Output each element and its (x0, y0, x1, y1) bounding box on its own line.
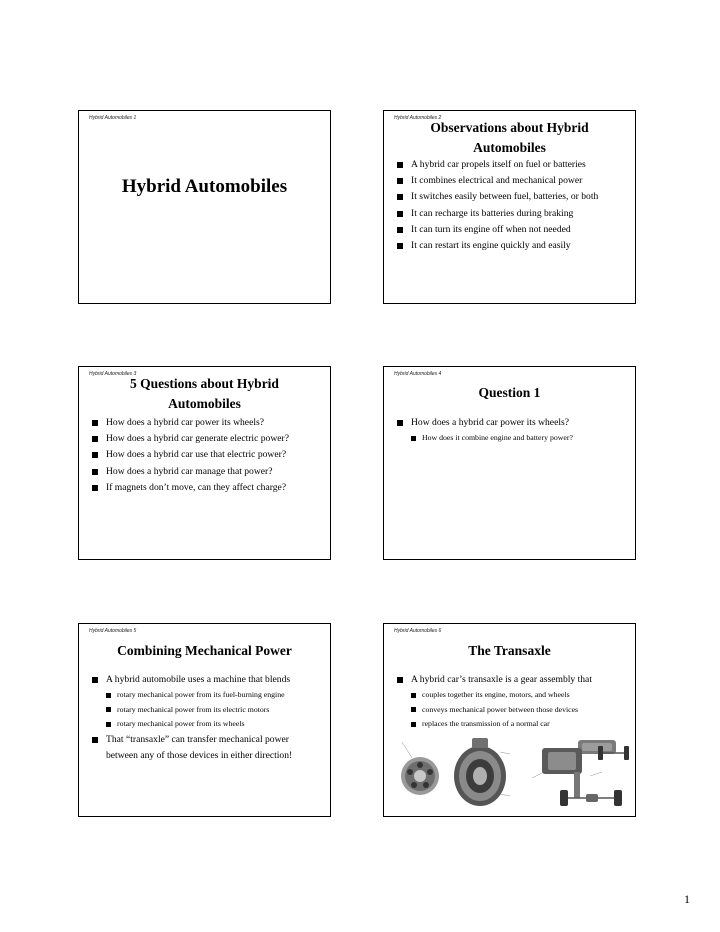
sub-bullet-item: rotary mechanical power from its electric motors (106, 703, 327, 718)
bullet-item (397, 415, 632, 446)
slide-title-line: Automobiles (473, 140, 546, 155)
motor-rotor-image (401, 742, 439, 795)
bullet-text: A hybrid automobile uses a machine that blends (106, 674, 291, 685)
slide-title (79, 374, 330, 414)
slide-1 (78, 110, 331, 304)
sub-bullet-item: rotary mechanical power from its fuel-burning engine (106, 688, 327, 703)
bullet-text: How does a hybrid car power its wheels? (411, 417, 569, 428)
slide-2 (383, 110, 636, 304)
slide-6 (383, 623, 636, 817)
bullet-item: How does a hybrid car use that electric power? (92, 447, 327, 463)
bullet-item: How does a hybrid car generate electric power? (92, 431, 327, 447)
bullet-item: It can restart its engine quickly and easily (397, 238, 632, 254)
slide-title (384, 118, 635, 158)
slide-label: Hybrid Automobiles 5 (89, 628, 137, 634)
bullet-text-line: That “transaxle” can transfer mechanical power (106, 733, 289, 745)
bullet-item (397, 672, 632, 732)
sub-bullet-item: rotary mechanical power from its wheels (106, 717, 327, 732)
slide-label: Hybrid Automobiles 2 (394, 115, 442, 121)
bullet-item: It can turn its engine off when not needed (397, 222, 632, 238)
sub-bullet-item: replaces the transmission of a normal car (411, 717, 632, 732)
bullet-list (92, 672, 327, 764)
sub-bullet-list (411, 431, 632, 446)
transaxle-figure (392, 732, 632, 816)
bullet-list (397, 157, 632, 254)
bullet-list (397, 415, 632, 446)
sub-bullet-list (411, 688, 632, 732)
slide-3 (78, 366, 331, 560)
bullet-list (397, 672, 632, 732)
sub-bullet-list (106, 688, 327, 732)
slide-title: Hybrid Automobiles (121, 176, 288, 197)
bullet-item: How does a hybrid car power its wheels? (92, 415, 327, 431)
bullet-list (92, 415, 327, 496)
slide-title: The Transaxle (468, 643, 551, 658)
slide-5 (78, 623, 331, 817)
slide-label: Hybrid Automobiles 4 (394, 371, 442, 377)
sub-bullet-item: How does it combine engine and battery power? (411, 431, 632, 446)
bullet-text-line: between any of those devices in either direction! (106, 749, 293, 761)
planetary-gear-image (454, 738, 510, 806)
bullet-item: It switches easily between fuel, batteries, or both (397, 189, 632, 205)
bullet-item: It can recharge its batteries during braking (397, 206, 632, 222)
bullet-item: If magnets don’t move, can they affect charge? (92, 480, 327, 496)
slide-title: Combining Mechanical Power (117, 643, 292, 658)
slide-label: Hybrid Automobiles 1 (89, 115, 137, 121)
drivetrain-image (532, 740, 629, 806)
slide-title-line: Automobiles (168, 396, 241, 411)
slide-label: Hybrid Automobiles 3 (89, 371, 137, 377)
slide-title-line: Observations about Hybrid (430, 120, 589, 135)
bullet-item (92, 732, 327, 764)
sub-bullet-item: conveys mechanical power between those devices (411, 703, 632, 718)
sub-bullet-item: couples together its engine, motors, and wheels (411, 688, 632, 703)
slide-title: Question 1 (478, 385, 541, 400)
page-number: 1 (684, 892, 690, 906)
bullet-item: It combines electrical and mechanical power (397, 173, 632, 189)
slide-label: Hybrid Automobiles 6 (394, 628, 442, 634)
bullet-item (92, 672, 327, 732)
slide-title-line: 5 Questions about Hybrid (130, 376, 279, 391)
slide-4 (383, 366, 636, 560)
bullet-item: A hybrid car propels itself on fuel or batteries (397, 157, 632, 173)
bullet-item: How does a hybrid car manage that power? (92, 464, 327, 480)
bullet-text: A hybrid car’s transaxle is a gear assembly that (411, 674, 592, 685)
